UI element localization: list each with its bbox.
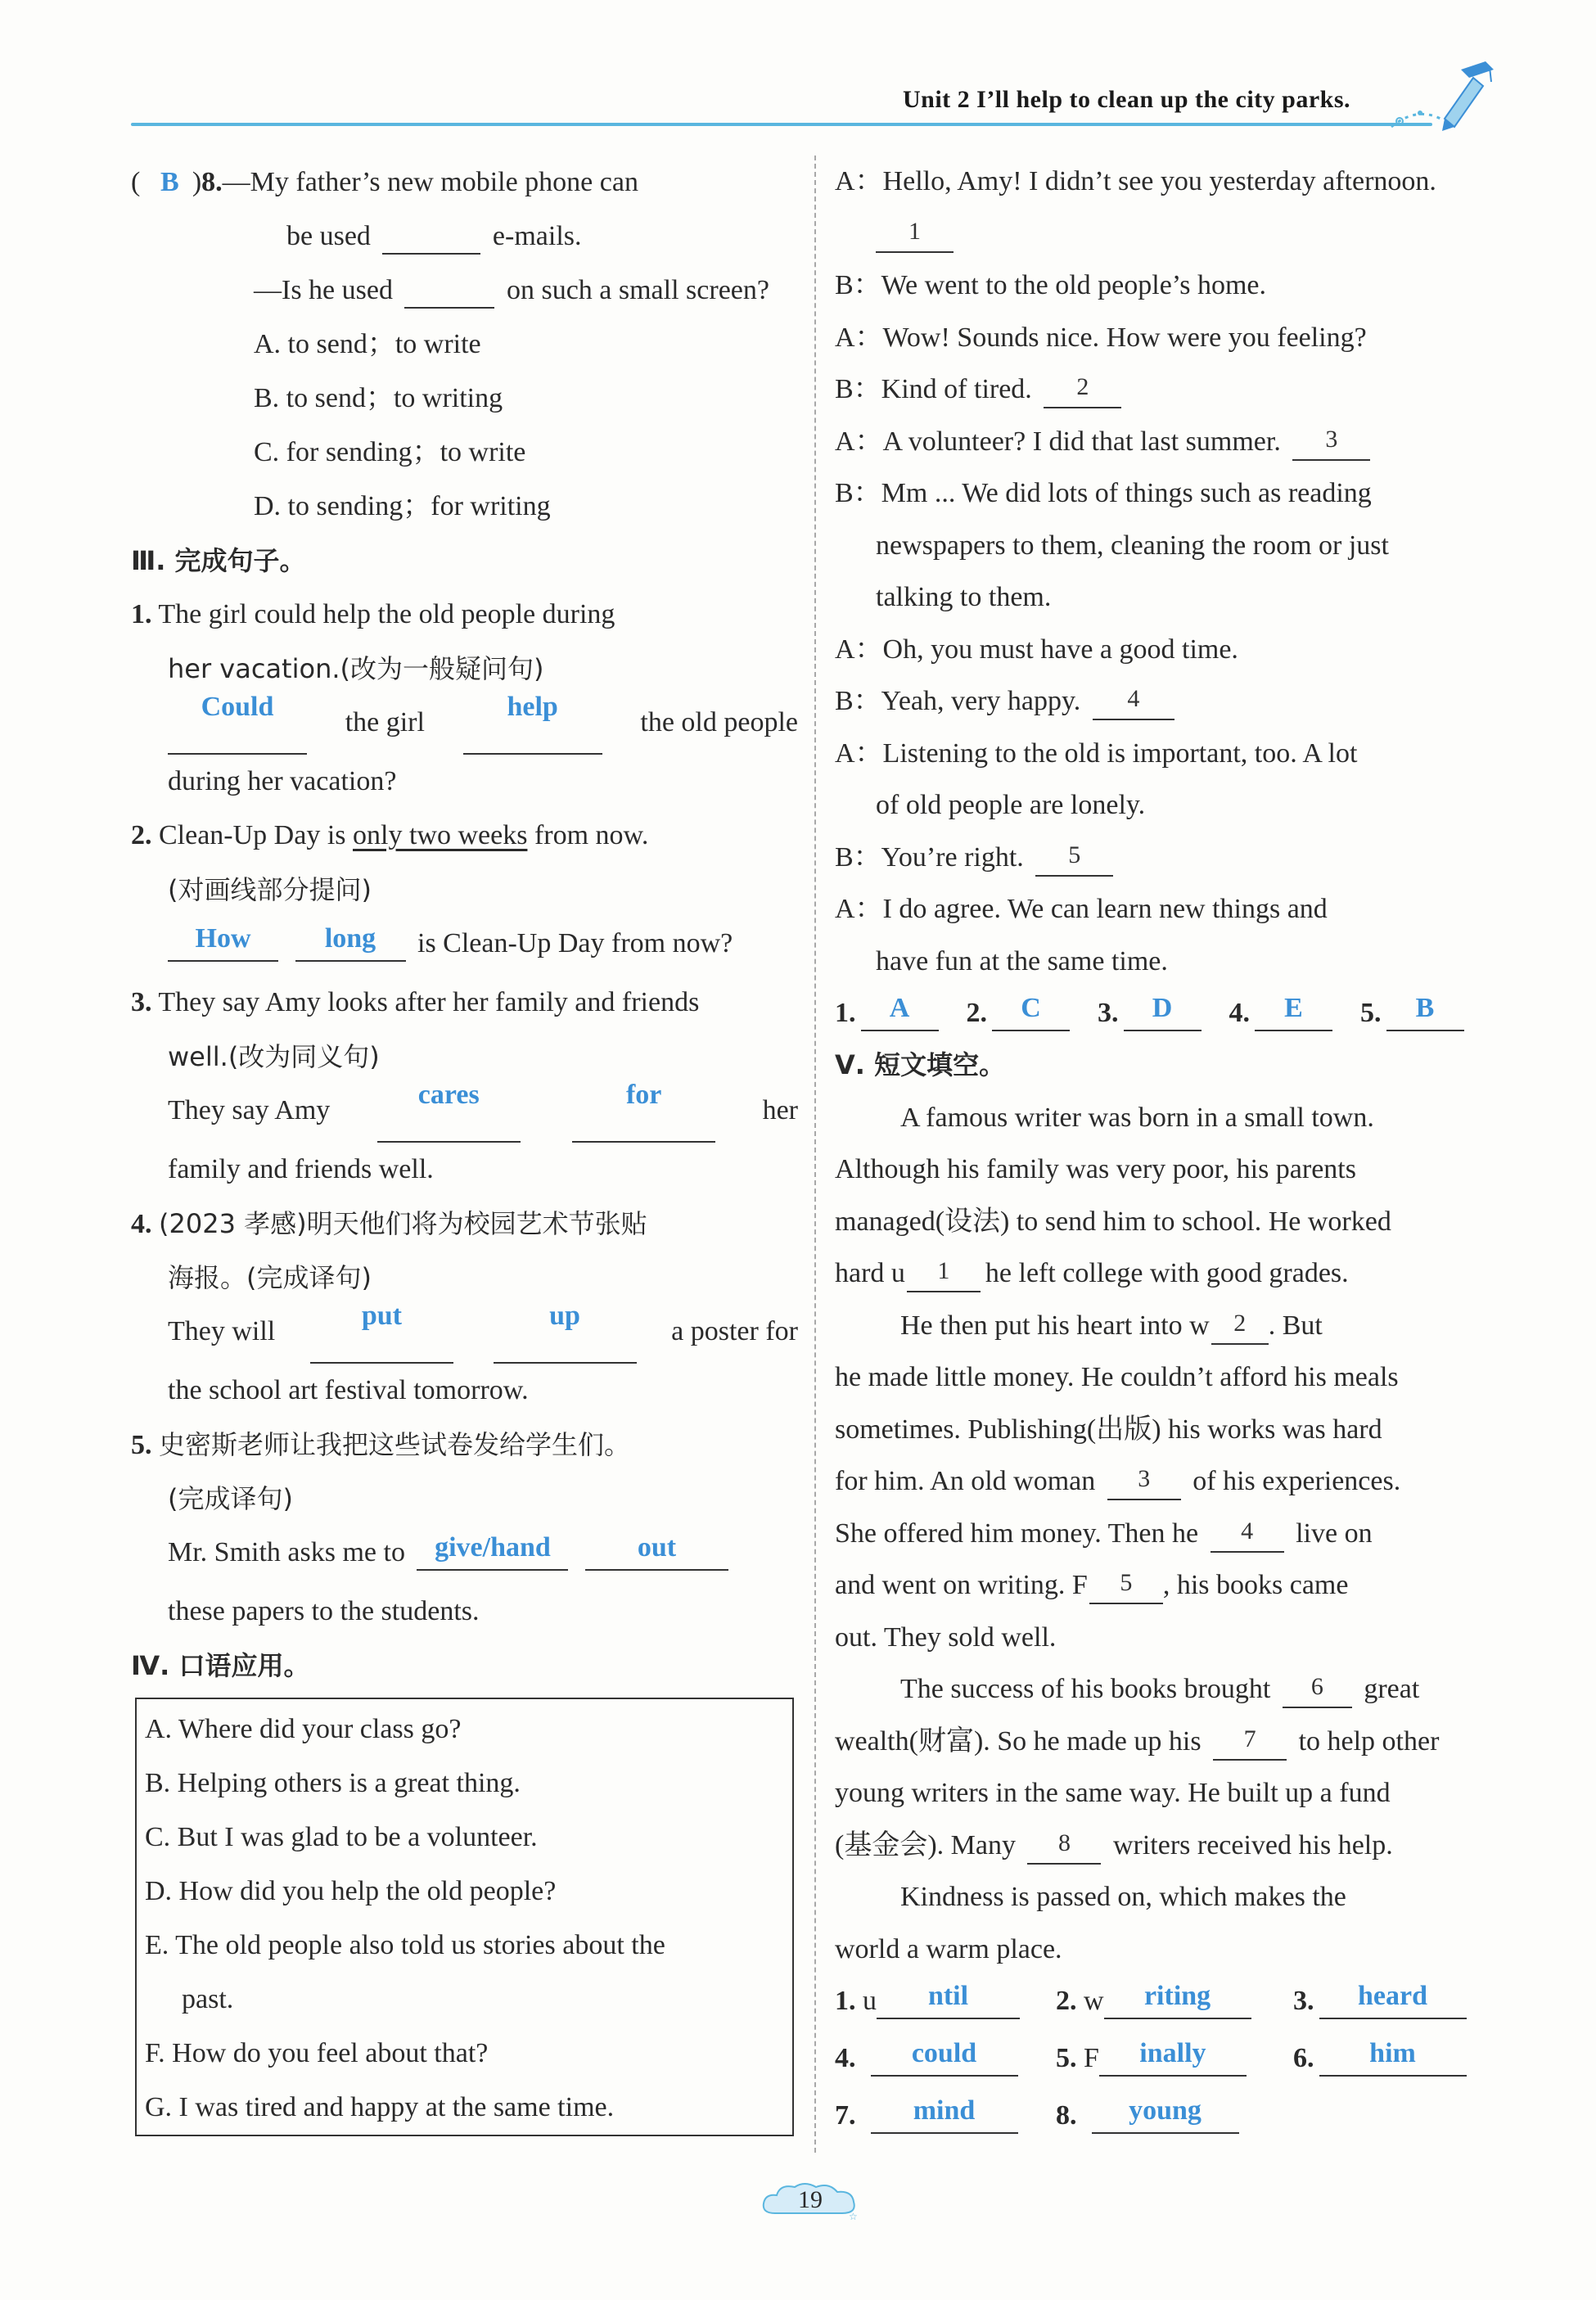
s3-q1-line4: during her vacation?: [168, 766, 397, 796]
q-text: from now.: [534, 820, 649, 850]
q8-answer: B: [160, 167, 179, 197]
dialogue-line: [835, 416, 1494, 468]
s5-answer-4: [835, 2032, 1056, 2085]
answer-text: How: [195, 923, 251, 954]
s3-q4-line1: [131, 1197, 798, 1251]
answer-blank: [295, 923, 406, 962]
s3-q3-line2: well.(改为同义句): [168, 1041, 380, 1072]
q-text: is Clean-Up Day from now?: [417, 928, 733, 958]
q-number: 4.: [131, 1209, 152, 1239]
blank-number: 5: [1120, 1569, 1133, 1596]
passage-text: The success of his books brought: [900, 1674, 1271, 1704]
s5-answer-row-3: [835, 2090, 1494, 2147]
s3-q5-answer-line: [131, 1526, 798, 1585]
blank-number: 6: [1310, 1673, 1323, 1700]
answer-number: 2.: [1056, 1986, 1077, 2016]
dialogue-line: A：Oh, you must have a good time.: [835, 634, 1238, 665]
dialogue-blank: [1035, 841, 1113, 877]
dialogue-line: A：I do agree. We can learn new things and: [835, 894, 1328, 924]
blank-number: 4: [1127, 685, 1140, 712]
s3-q4-line2: 海报。(完成译句): [168, 1262, 372, 1293]
answer-number: 7.: [835, 2100, 856, 2131]
blank-number: 4: [1241, 1517, 1254, 1545]
s3-q4-answer-line: [131, 1301, 798, 1364]
blank-number: 2: [1076, 373, 1089, 400]
q-text: the girl: [345, 707, 425, 737]
answer-blank: [992, 993, 1070, 1031]
blank-number: 2: [1233, 1309, 1247, 1337]
q-text: the old people: [640, 707, 798, 737]
q8-text: be used: [286, 221, 371, 251]
answer-text: riting: [1143, 1981, 1211, 2011]
answer-text: cares: [417, 1080, 480, 1110]
passage-line: [835, 1716, 1494, 1768]
q8-option-d: D. to sending；for writing: [254, 491, 551, 521]
passage-text: live on: [1296, 1518, 1373, 1549]
s3-q3-line1: [131, 976, 798, 1030]
option-b: B. Helping others is a great thing.: [145, 1768, 521, 1798]
s4-answer-1: [835, 987, 944, 1040]
page-number-badge: [757, 2177, 863, 2223]
s3-q1-answer-line: [131, 692, 798, 755]
answer-text: mind: [913, 2095, 976, 2126]
answer-number: 6.: [1293, 2043, 1314, 2073]
dialogue-line: A：Hello, Amy! I didn’t see you yesterday afternoon.: [835, 166, 1436, 196]
answer-blank: [1319, 1981, 1467, 2019]
answer-blank: [572, 1080, 715, 1143]
dialogue-blank: [1292, 426, 1370, 461]
dialogue-blank: [1093, 685, 1174, 720]
s4-answer-2: [967, 987, 1075, 1040]
passage-line: Kindness is passed on, which makes the: [900, 1882, 1346, 1912]
answer-text: give/hand: [435, 1532, 551, 1563]
passage-line: young writers in the same way. He built up a fund: [835, 1778, 1391, 1808]
q-text: Clean-Up Day is: [159, 820, 346, 850]
q-text: her: [762, 1095, 798, 1125]
answer-number: 4.: [1229, 998, 1250, 1028]
passage-line: [835, 1820, 1494, 1872]
answer-blank: [1319, 2038, 1467, 2077]
passage-line: [835, 1300, 1494, 1352]
q-number: 1.: [131, 599, 152, 629]
passage-text: He then put his heart into w: [900, 1310, 1210, 1341]
dialogue-line: B：Mm ... We did lots of things such as reading: [835, 478, 1372, 508]
passage-text: to help other: [1298, 1725, 1440, 1757]
s3-q5-line1: [131, 1418, 798, 1472]
q8-number: 8.: [201, 167, 223, 197]
dialogue-text: B：You’re right.: [835, 841, 1024, 873]
blank-number: 3: [1325, 425, 1338, 453]
q8-option-a: A. to send；to write: [254, 329, 481, 359]
s4-answer-row: [835, 987, 1494, 1040]
answer-blank: [871, 2038, 1018, 2077]
dialogue-text: B：Yeah, very happy.: [835, 686, 1081, 716]
options-box: [135, 1698, 794, 2136]
passage-line: [835, 1508, 1494, 1560]
q8-line2: [131, 210, 798, 264]
s5-answer-2: [1056, 1975, 1293, 2027]
s5-answer-1: [835, 1975, 1056, 2027]
answer-text: A: [889, 993, 910, 1023]
q-text: They say Amy: [168, 1095, 331, 1125]
passage-text: hard u: [835, 1258, 905, 1288]
answer-text: ntil: [927, 1981, 969, 2011]
passage-line: [835, 1455, 1494, 1508]
answer-text: E: [1284, 993, 1303, 1023]
q8-line1: [131, 156, 798, 210]
option-d: D. How did you help the old people?: [145, 1876, 557, 1906]
passage-text: and went on writing. F: [835, 1570, 1088, 1600]
answer-text: up: [549, 1301, 580, 1331]
answer-blank: [494, 1301, 637, 1364]
blank-number: 1: [937, 1257, 950, 1284]
answer-blank: [861, 993, 939, 1031]
s5-answer-3: [1293, 1975, 1472, 2027]
passage-blank: [1211, 1310, 1269, 1345]
dialogue-line: [835, 363, 1494, 416]
answer-blank: [1092, 2095, 1239, 2134]
passage-blank: [1283, 1673, 1352, 1708]
blank-number: 1: [908, 217, 921, 245]
passage-text: . But: [1268, 1310, 1323, 1341]
q-text: Mr. Smith asks me to: [168, 1537, 405, 1567]
answer-blank: [417, 1532, 568, 1571]
s3-q3-line4: family and friends well.: [168, 1154, 434, 1184]
underlined-phrase: only two weeks: [353, 820, 528, 850]
dialogue-line: A：Wow! Sounds nice. How were you feeling?: [835, 322, 1367, 353]
answer-text: long: [324, 923, 376, 954]
option-a: A. Where did your class go?: [145, 1714, 462, 1744]
answer-text: for: [625, 1080, 662, 1110]
right-column: [835, 156, 1494, 2147]
q-number: 2.: [131, 820, 152, 850]
s5-answer-8: [1056, 2090, 1244, 2142]
s3-q2-line1: [131, 809, 798, 863]
passage-blank: [1089, 1569, 1163, 1604]
option-g: G. I was tired and happy at the same time.: [145, 2092, 615, 2122]
blank-number: 3: [1138, 1465, 1151, 1492]
s4-answer-4: [1229, 987, 1338, 1040]
answer-blank: [877, 1981, 1020, 2019]
passage-text: great: [1364, 1674, 1420, 1704]
answer-text: him: [1369, 2038, 1416, 2068]
s5-answer-5: [1056, 2032, 1293, 2085]
answer-text: could: [911, 2038, 977, 2068]
answer-number: 1.: [835, 1986, 856, 2016]
answer-text: D: [1152, 993, 1173, 1023]
s5-answer-6: [1293, 2032, 1472, 2085]
answer-number: 1.: [835, 998, 856, 1028]
s3-q2-line2: (对画线部分提问): [168, 874, 372, 905]
column-divider: [814, 156, 816, 2153]
answer-blank: [1104, 1981, 1251, 2019]
q8-text: —Is he used: [254, 275, 393, 305]
option-c: C. But I was glad to be a volunteer.: [145, 1822, 538, 1852]
passage-line: sometimes. Publishing(出版) his works was hard: [835, 1414, 1382, 1445]
dialogue-line: [835, 832, 1494, 884]
section3-title: Ⅲ. 完成句子。: [131, 545, 306, 576]
blank-number: 7: [1243, 1725, 1256, 1752]
answer-blank: [168, 692, 307, 755]
dialogue-line: [835, 675, 1494, 728]
passage-line: Although his family was very poor, his parents: [835, 1154, 1356, 1184]
q8-text: e-mails.: [492, 221, 582, 251]
answer-blank: [585, 1532, 728, 1571]
dialogue-line: [835, 208, 1494, 260]
passage-line: [835, 1247, 1494, 1300]
passage-text: (基金会). Many: [835, 1829, 1016, 1860]
passage-line: [835, 1559, 1494, 1612]
blank-number: 8: [1057, 1829, 1071, 1856]
passage-blank: [907, 1257, 981, 1292]
passage-line: [835, 1663, 1494, 1716]
s3-q5-line4: these papers to the students.: [168, 1596, 480, 1626]
passage-blank: [1211, 1518, 1284, 1553]
answer-number: 8.: [1056, 2100, 1077, 2131]
passage-text: writers received his help.: [1112, 1829, 1393, 1860]
s5-answer-row-2: [835, 2032, 1494, 2090]
blank-number: 5: [1068, 841, 1081, 868]
q8-option-b: B. to send；to writing: [254, 383, 503, 413]
option-f: F. How do you feel about that?: [145, 2038, 489, 2068]
answer-blank: [463, 692, 602, 755]
blank-line: [404, 274, 494, 309]
dialogue-line: A：Listening to the old is important, too. A lot: [835, 737, 1358, 769]
passage-text: of his experiences.: [1192, 1466, 1401, 1496]
answer-number: 2.: [966, 998, 987, 1028]
s5-answer-row-1: [835, 1975, 1494, 2032]
q-text: They say Amy looks after her family and friends: [158, 987, 700, 1017]
s3-q3-answer-line: [131, 1080, 798, 1143]
passage-text: he left college with good grades.: [985, 1258, 1349, 1288]
header-rule: [131, 123, 1432, 126]
answer-text: out: [637, 1532, 677, 1563]
passage-line: world a warm place.: [835, 1933, 1062, 1964]
answer-number: 4.: [835, 2043, 856, 2073]
answer-blank: [1386, 993, 1464, 1031]
passage-blank: [1027, 1829, 1101, 1865]
s3-q1-line2: her vacation.(改为一般疑问句): [168, 653, 544, 684]
svg-text:☆: ☆: [849, 2211, 858, 2222]
answer-blank: [310, 1301, 453, 1364]
page-number: 19: [798, 2186, 823, 2213]
passage-line: he made little money. He couldn’t afford his meals: [835, 1362, 1399, 1392]
passage-text: for him. An old woman: [835, 1466, 1096, 1496]
passage-line: out. They sold well.: [835, 1621, 1057, 1653]
answer-blank: [871, 2095, 1018, 2134]
answer-number: 3.: [1293, 1986, 1314, 2016]
s5-answer-7: [835, 2090, 1056, 2142]
q-number: 5.: [131, 1430, 152, 1460]
passage-blank: [1213, 1725, 1287, 1761]
q-text: They will: [168, 1316, 276, 1346]
left-column: [131, 156, 798, 2136]
answer-blank: [168, 923, 278, 962]
answer-blank: [1255, 993, 1332, 1031]
q8-option-c: C. for sending；to write: [254, 437, 526, 467]
section4-title: Ⅳ. 口语应用。: [131, 1650, 310, 1681]
answer-prefix: w: [1084, 1986, 1104, 2016]
dialogue-text: B：Kind of tired.: [835, 374, 1032, 404]
dialogue-line: B：We went to the old people’s home.: [835, 270, 1266, 300]
q-number: 3.: [131, 987, 152, 1017]
answer-text: put: [361, 1301, 402, 1331]
dialogue-blank: [876, 218, 954, 253]
dialogue-line: of old people are lonely.: [876, 790, 1146, 820]
answer-text: help: [507, 692, 558, 722]
s4-answer-3: [1098, 987, 1206, 1040]
passage-text: , his books came: [1162, 1570, 1349, 1600]
passage-line: managed(设法) to send him to school. He worked: [835, 1206, 1391, 1237]
dialogue-line: newspapers to them, cleaning the room or just: [876, 530, 1389, 561]
q8-line3: [131, 264, 798, 318]
answer-number: 5.: [1360, 998, 1382, 1028]
s3-q5-line2: (完成译句): [168, 1483, 293, 1514]
option-e-cont: past.: [182, 1984, 234, 2014]
paren-open: (: [131, 167, 141, 197]
s3-q1-line1: [131, 588, 798, 642]
answer-number: 5.: [1056, 2043, 1077, 2073]
blank-line: [382, 220, 480, 255]
answer-prefix: u: [863, 1986, 877, 2016]
answer-blank: [377, 1080, 521, 1143]
s4-answer-5: [1360, 987, 1469, 1040]
dialogue-text: A：A volunteer? I did that last summer.: [835, 426, 1281, 457]
q-text: The girl could help the old people during: [158, 599, 615, 629]
dialogue-line: have fun at the same time.: [876, 945, 1168, 976]
passage-text: wealth(财富). So he made up his: [835, 1725, 1202, 1757]
answer-blank: [1124, 993, 1202, 1031]
answer-text: heard: [1358, 1981, 1427, 2011]
answer-number: 3.: [1098, 998, 1119, 1028]
answer-text: B: [1415, 993, 1435, 1023]
paren-close: ): [192, 167, 202, 197]
q-text: 史密斯老师让我把这些试卷发给学生们。: [159, 1429, 631, 1460]
q-text: (2023 孝感)明天他们将为校园艺术节张贴: [159, 1208, 647, 1239]
answer-blank: [1099, 2038, 1247, 2077]
s3-q4-line4: the school art festival tomorrow.: [168, 1375, 529, 1405]
answer-text: Could: [201, 692, 274, 722]
section5-title: Ⅴ. 短文填空。: [835, 1049, 1006, 1080]
dialogue-blank: [1044, 373, 1121, 408]
q8-text: —My father’s new mobile phone can: [222, 167, 638, 197]
q8-text: on such a small screen?: [506, 275, 769, 305]
q-text: a poster for: [671, 1316, 798, 1346]
passage-text: She offered him money. Then he: [835, 1518, 1199, 1549]
option-e: E. The old people also told us stories about the: [145, 1930, 665, 1960]
answer-prefix: F: [1084, 2043, 1099, 2073]
s3-q2-answer-line: [131, 917, 798, 976]
passage-line: A famous writer was born in a small town.: [900, 1102, 1374, 1133]
answer-text: C: [1021, 993, 1041, 1023]
graduate-pencil-icon: [1383, 49, 1498, 139]
dialogue-line: talking to them.: [876, 582, 1052, 612]
passage-blank: [1107, 1465, 1181, 1500]
unit-title: Unit 2 I’ll help to clean up the city parks.: [902, 86, 1350, 113]
answer-text: inally: [1139, 2038, 1206, 2068]
answer-text: young: [1129, 2095, 1202, 2126]
